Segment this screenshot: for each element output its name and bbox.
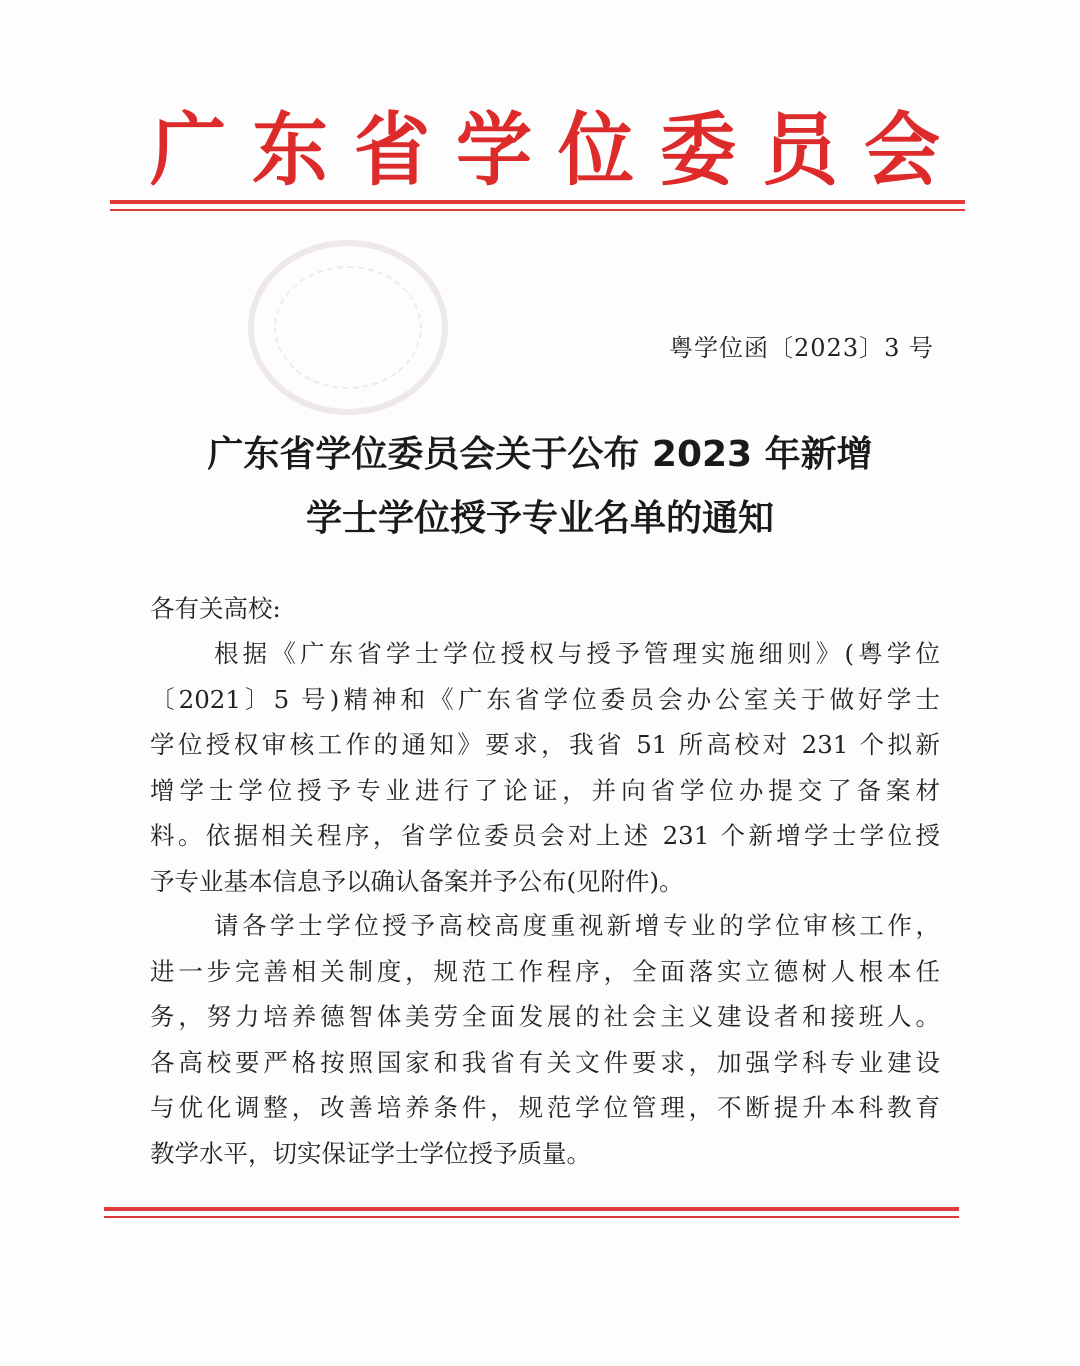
header-rule-thick [110, 200, 965, 204]
paragraph-line: 增学士学位授予专业进行了论证，并向省学位办提交了备案材 [150, 775, 940, 805]
paragraph-line: 学位授权审核工作的通知》要求，我省 51 所高校对 231 个拟新 [150, 730, 940, 759]
document-number: 粤学位函〔2023〕3 号 [669, 334, 934, 362]
masthead-char: 员 [762, 102, 838, 197]
paragraph-1 [150, 631, 940, 904]
paragraph-2 [150, 903, 940, 1176]
paragraph-line: 根据《广东省学士学位授权与授予管理实施细则》(粤学位 [214, 639, 940, 668]
header-rule-thin [110, 209, 965, 211]
notice-title-line-2: 学士学位授予专业名单的通知 [305, 498, 774, 539]
paragraph-line: 教学水平，切实保证学士学位授予质量。 [150, 1138, 591, 1168]
paragraph-line: 各高校要严格按照国家和我省有关文件要求，加强学科专业建设 [150, 1047, 940, 1077]
paragraph-line: 与优化调整，改善培养条件，规范学位管理，不断提升本科教育 [150, 1093, 940, 1122]
notice-title-line-1: 广东省学位委员会关于公布 2023 年新增 [207, 434, 873, 475]
paragraph-line: 进一步完善相关制度，规范工作程序，全面落实立德树人根本任 [150, 956, 940, 986]
paragraph-line: 予专业基本信息予以确认备案并予公布(见附件)。 [150, 866, 684, 896]
paragraph-line: 务，努力培养德智体美劳全面发展的社会主义建设者和接班人。 [150, 1002, 940, 1031]
masthead-char: 位 [558, 102, 634, 197]
paragraph-line: 〔2021〕5 号)精神和《广东省学位委员会办公室关于做好学士 [150, 684, 940, 714]
masthead-char: 会 [864, 102, 940, 197]
masthead-char: 学 [456, 102, 532, 197]
faint-seal-stamp [248, 240, 448, 415]
seal-inner-ring [274, 266, 422, 389]
masthead-char: 东 [252, 102, 328, 197]
footer-rule-thick [104, 1207, 959, 1211]
masthead-char: 广 [150, 102, 226, 197]
masthead-char: 省 [354, 102, 430, 197]
masthead-char: 委 [660, 102, 736, 197]
addressee: 各有关高校: [150, 594, 281, 623]
paragraph-line: 请各学士学位授予高校高度重视新增专业的学位审核工作， [214, 911, 940, 940]
masthead-title [150, 100, 940, 200]
paragraph-line: 料。依据相关程序，省学位委员会对上述 231 个新增学士学位授 [150, 821, 940, 850]
footer-rule-thin [104, 1216, 959, 1218]
